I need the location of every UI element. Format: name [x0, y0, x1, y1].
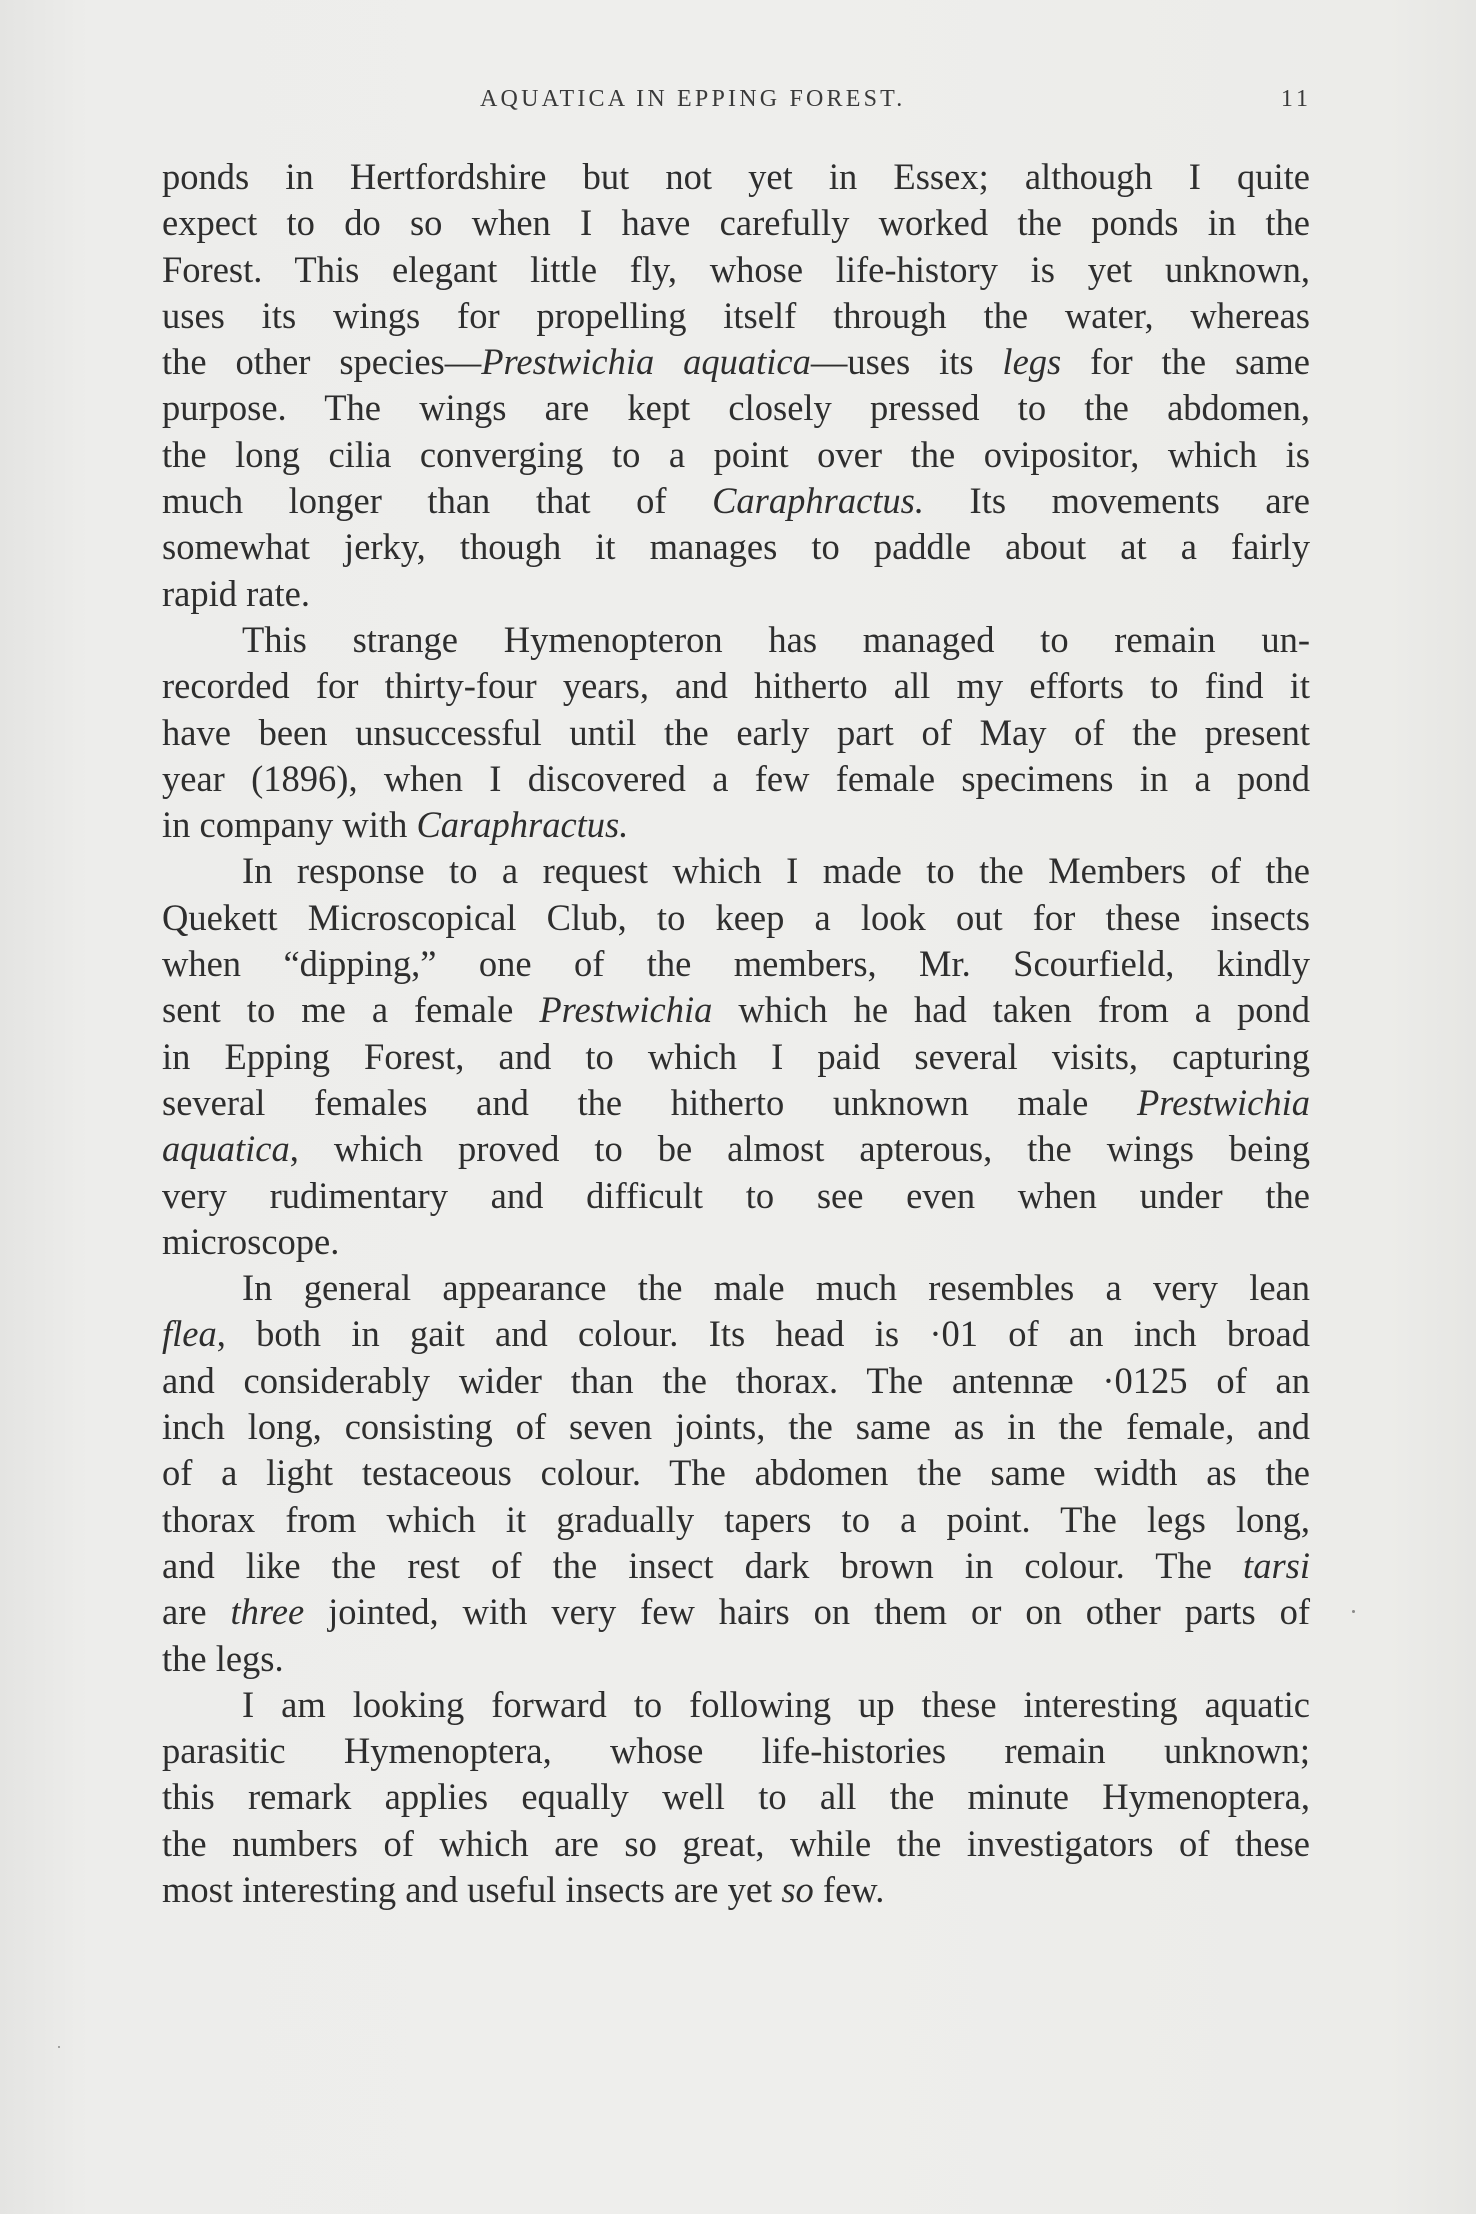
text-line	[162, 1450, 1310, 1496]
text-run: in Epping Forest, and to which I paid several visits, capturing	[162, 1035, 1310, 1077]
italic-term: Prestwichia aquatica	[481, 341, 811, 383]
italic-term: Caraphractus.	[712, 480, 924, 522]
italic-term: Prestwichia	[1136, 1081, 1310, 1123]
text-run: —uses its	[810, 341, 1003, 383]
text-line	[162, 200, 1310, 246]
text-line	[162, 1682, 1310, 1728]
running-head	[160, 86, 1320, 126]
text-line	[162, 1358, 1310, 1404]
text-run: have been unsuccessful until the early part of May of the present	[162, 711, 1310, 753]
paper-speck	[1352, 1610, 1355, 1613]
text-line	[162, 802, 1310, 848]
text-run: somewhat jerky, though it manages to paddle about at a fairly	[162, 526, 1310, 568]
text-line	[162, 293, 1310, 339]
text-line	[162, 663, 1310, 709]
italic-term: legs	[1002, 341, 1062, 383]
italic-term: Caraphractus.	[416, 804, 629, 846]
text-run: very rudimentary and difficult to see even when under the	[162, 1174, 1310, 1216]
text-run: of a light testaceous colour. The abdomen the same width as the	[162, 1452, 1310, 1494]
text-run: are	[162, 1591, 231, 1633]
text-line	[162, 478, 1310, 524]
text-line	[162, 1265, 1310, 1311]
text-run: expect to do so when I have carefully worked the ponds in the	[162, 202, 1310, 244]
text-line	[162, 1867, 1310, 1913]
text-line	[162, 1728, 1310, 1774]
text-run: microscope.	[162, 1220, 340, 1262]
text-run: Quekett Microscopical Club, to keep a look out for these insects	[162, 896, 1310, 938]
paragraph	[162, 1682, 1310, 1913]
text-line	[162, 941, 1310, 987]
paragraph	[162, 617, 1310, 848]
running-title: AQUATICA IN EPPING FOREST.	[480, 86, 906, 112]
text-run: in company with	[162, 804, 417, 846]
text-run: which he had taken from a pond	[712, 989, 1310, 1031]
text-run: , which proved to be almost apterous, the wings being	[289, 1128, 1310, 1170]
text-run: inch long, consisting of seven joints, the same as in the female, and	[162, 1406, 1310, 1448]
text-line	[162, 987, 1310, 1033]
text-run: the legs.	[162, 1637, 284, 1679]
text-run: parasitic Hymenoptera, whose life-histories remain unknown;	[162, 1730, 1310, 1772]
text-line	[162, 524, 1310, 570]
text-run: , both in gait and colour. Its head is ·01 of an inch broad	[216, 1313, 1310, 1355]
text-run: This strange Hymenopteron has managed to remain un-	[242, 618, 1310, 660]
text-run: Forest. This elegant little fly, whose life-history is yet unknown,	[162, 248, 1310, 290]
text-line	[162, 1311, 1310, 1357]
text-run: jointed, with very few hairs on them or on other parts of	[304, 1591, 1310, 1633]
text-line	[162, 710, 1310, 756]
text-line	[162, 1636, 1310, 1682]
text-line	[162, 1821, 1310, 1867]
text-line	[162, 1080, 1310, 1126]
paragraph	[162, 848, 1310, 1265]
text-run: I am looking forward to following up these interesting aquatic	[242, 1683, 1310, 1725]
page-number: 11	[1280, 86, 1312, 112]
text-line	[162, 1404, 1310, 1450]
text-line	[162, 1497, 1310, 1543]
italic-term: so	[781, 1868, 814, 1910]
text-line	[162, 154, 1310, 200]
text-run: this remark applies equally well to all the minute Hymenoptera,	[162, 1776, 1310, 1818]
text-run: and considerably wider than the thorax. The antennæ ·0125 of an	[162, 1359, 1310, 1401]
text-line	[162, 1774, 1310, 1820]
text-run: purpose. The wings are kept closely pressed to the abdomen,	[162, 387, 1310, 429]
text-run: recorded for thirty-four years, and hitherto all my efforts to find it	[162, 665, 1310, 707]
text-run: most interesting and useful insects are yet	[162, 1868, 782, 1910]
text-run: much longer than that of	[162, 480, 713, 522]
italic-term: flea	[162, 1313, 217, 1355]
text-line	[162, 848, 1310, 894]
text-line	[162, 1173, 1310, 1219]
text-line	[162, 617, 1310, 663]
text-run: the long cilia converging to a point over the ovipositor, which is	[162, 433, 1310, 475]
text-run: rapid rate.	[162, 572, 310, 614]
text-line	[162, 385, 1310, 431]
text-run: the numbers of which are so great, while the investigators of these	[162, 1822, 1310, 1864]
text-line	[162, 247, 1310, 293]
text-line	[162, 432, 1310, 478]
text-line	[162, 339, 1310, 385]
text-run: the other species—	[162, 341, 482, 383]
text-line	[162, 1126, 1310, 1172]
body-text	[162, 154, 1310, 1913]
text-run: year (1896), when I discovered a few female specimens in a pond	[162, 757, 1310, 799]
italic-term: Prestwichia	[539, 989, 713, 1031]
text-run: few.	[813, 1868, 885, 1910]
text-line	[162, 1219, 1310, 1265]
text-run: several females and the hitherto unknown male	[162, 1081, 1137, 1123]
text-run: ponds in Hertfordshire but not yet in Essex; although I quite	[162, 156, 1310, 197]
paragraph	[162, 154, 1310, 617]
text-line	[162, 1543, 1310, 1589]
paragraph	[162, 1265, 1310, 1682]
text-run: for the same	[1061, 341, 1310, 383]
text-run: when “dipping,” one of the members, Mr. Scourfield, kindly	[162, 943, 1310, 985]
text-line	[162, 1589, 1310, 1635]
text-line	[162, 756, 1310, 802]
text-run: thorax from which it gradually tapers to a point. The legs long,	[162, 1498, 1310, 1540]
text-run: and like the rest of the insect dark brown in colour. The	[162, 1544, 1244, 1586]
text-line	[162, 1034, 1310, 1080]
text-run: sent to me a female	[162, 989, 540, 1031]
text-line	[162, 571, 1310, 617]
italic-term: aquatica	[162, 1128, 290, 1170]
text-run: In response to a request which I made to the Members of the	[242, 850, 1310, 892]
text-run: uses its wings for propelling itself through the water, whereas	[162, 294, 1310, 336]
text-run: In general appearance the male much resembles a very lean	[242, 1267, 1310, 1309]
italic-term: three	[230, 1591, 305, 1633]
text-line	[162, 895, 1310, 941]
text-run: Its movements are	[924, 480, 1310, 522]
italic-term: tarsi	[1243, 1544, 1310, 1586]
paper-speck	[58, 2046, 60, 2048]
